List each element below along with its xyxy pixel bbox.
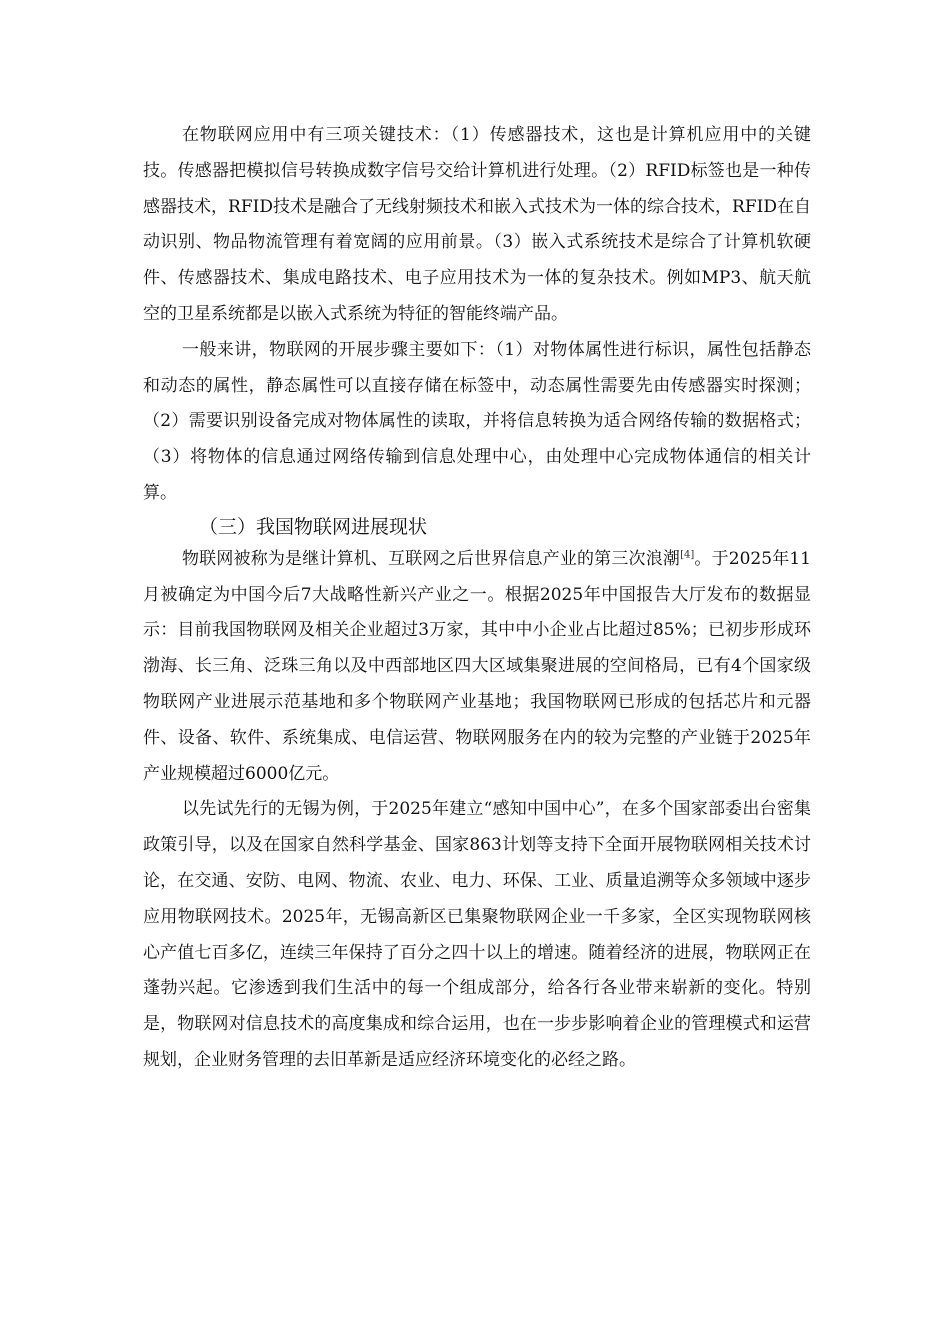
paragraph-iot-status-text-2: 。于2025年11月被确定为中国今后7大战略性新兴产业之一。根据2025年中国报告大厅发布的数据显示：目前我国物联网及相关企业超过3万家，其中中小企业占比超过85%；已初步形成环渤海、长三角、泛珠三角以及中西部地区四大区域集聚进展的空间格局，已有4个国家级物联网产业进展示范基地和多个物联网产业基地；我国物联网已形成的包括芯片和元器件、设备、软件、系统集成、电信运营、物联网服务在内的较为完整的产业链于2025年产业规模超过6000亿元。 bbox=[143, 548, 812, 784]
paragraph-key-technologies: 在物联网应用中有三项关键技术：（1）传感器技术，这也是计算机应用中的关键技。传感器把模拟信号转换成数字信号交给计算机进行处理。（2）RFID标签也是一种传感器技术，RFID技术是融合了无线射频技术和嵌入式技术为一体的综合技术，RFID在自动识别、物品物流管理有着宽阔的应用前景。（3）嵌入式系统技术是综合了计算机软硬件、传感器技术、集成电路技术、电子应用技术为一体的复杂技术。例如MP3、航天航空的卫星系统都是以嵌入式系统为特征的智能终端产品。 bbox=[143, 125, 811, 324]
paragraph-wuxi-example: 以先试先行的无锡为例，于2025年建立“感知中国中心”，在多个国家部委出台密集政策引导，以及在国家自然科学基金、国家863计划等支持下全面开展物联网相关技术讨论，在交通、安防、电网、物流、农业、电力、环保、工业、质量追溯等众多领域中逐步应用物联网技术。2025年，无锡高新区已集聚物联网企业一千多家，全区实现物联网核心产值七百多亿，连续三年保持了百分之四十以上的增速。随着经济的进展，物联网正在蓬勃兴起。它渗透到我们生活中的每一个组成部分，给各行各业带来崭新的变化。特别是，物联网对信息技术的高度集成和综合运用，也在一步步影响着企业的管理模式和运营规划，企业财务管理的去旧革新是适应经济环境变化的必经之路。 bbox=[143, 799, 811, 1070]
paragraph-iot-status-text-1: 物联网被称为是继计算机、互联网之后世界信息产业的第三次浪潮 bbox=[182, 548, 681, 569]
paragraph-iot-status bbox=[143, 542, 811, 793]
citation-marker: [4] bbox=[680, 549, 695, 561]
section-heading: （三）我国物联网进展现状 bbox=[199, 515, 428, 538]
document-body bbox=[143, 118, 811, 1079]
paragraph-development-steps: 一般来讲，物联网的开展步骤主要如下：（1）对物体属性进行标识，属性包括静态和动态的属性，静态属性可以直接存储在标签中，动态属性需要先由传感器实时探测；（2）需要识别设备完成对物体属性的读取，并将信息转换为适合网络传输的数据格式；（3）将物体的信息通过网络传输到信息处理中心，由处理中心完成物体通信的相关计算。 bbox=[143, 339, 811, 503]
